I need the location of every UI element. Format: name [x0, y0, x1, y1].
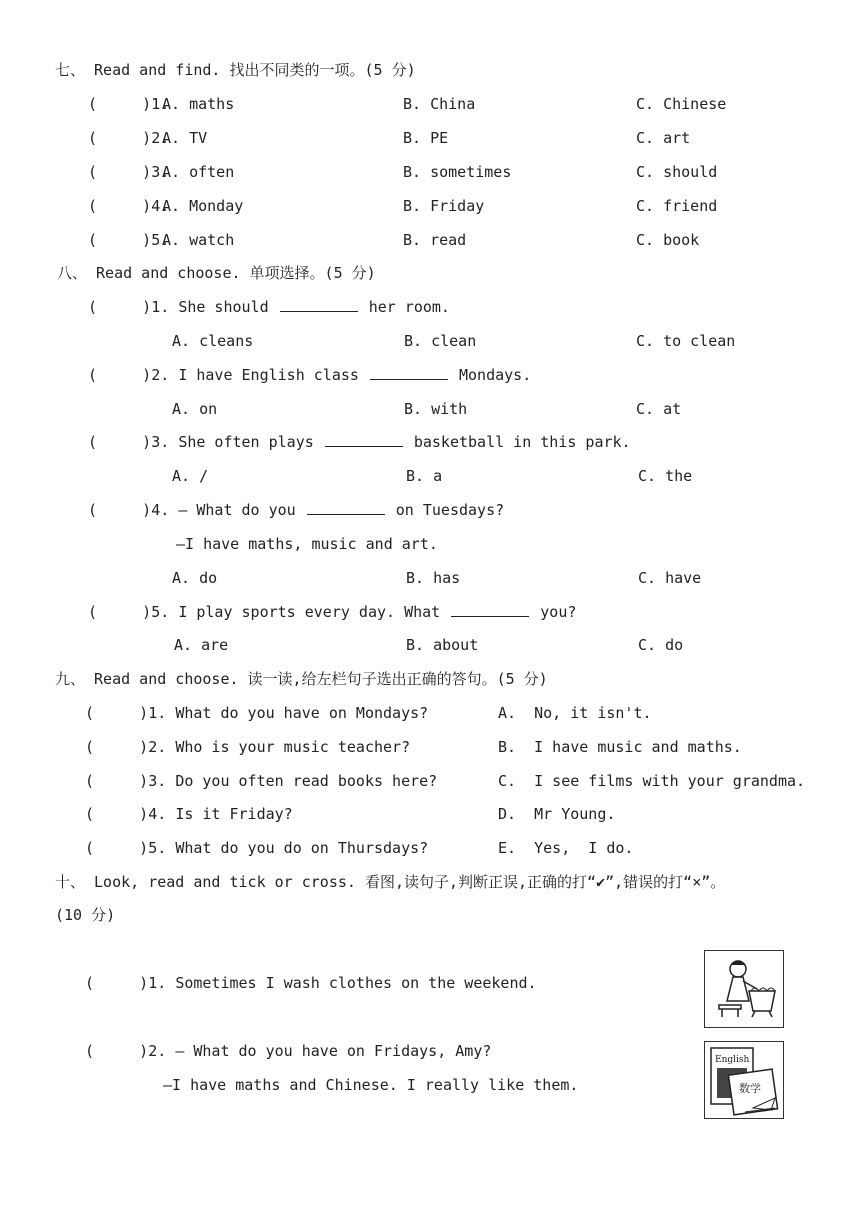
answer-paren[interactable]: ( )3. — [85, 772, 167, 790]
option-a: A. are — [174, 636, 229, 654]
answer-paren[interactable]: ( )3. — [88, 433, 170, 451]
option-a: A. TV — [162, 129, 208, 147]
answer-paren[interactable]: ( )2. — [88, 366, 170, 384]
answer-paren[interactable]: ( )1. — [88, 298, 170, 316]
question-pre: She often plays — [178, 433, 314, 451]
question: Is it Friday? — [175, 805, 293, 823]
answer-paren[interactable]: ( )1. — [85, 974, 167, 992]
question-pre: I play sports every day. What — [178, 603, 441, 621]
answer-paren[interactable]: ( )5. — [88, 231, 170, 249]
option-a: A. maths — [162, 95, 235, 113]
option-a: A. cleans — [172, 332, 254, 350]
option-a: A. Monday — [162, 197, 244, 215]
question-post: Mondays. — [459, 366, 532, 384]
answer-option: B. I have music and maths. — [498, 738, 742, 756]
option-a: A. do — [172, 569, 218, 587]
statement: Sometimes I wash clothes on the weekend. — [175, 974, 537, 992]
option-c: C. have — [638, 569, 702, 587]
option-c: C. friend — [636, 197, 718, 215]
option-c: C. to clean — [636, 332, 736, 350]
girl-washing-clothes-image — [704, 950, 784, 1028]
option-b: B. has — [406, 569, 461, 587]
option-a: A. on — [172, 400, 218, 418]
washing-clothes-icon — [705, 951, 783, 1027]
option-c: C. the — [638, 467, 693, 485]
question-pre: She should — [178, 298, 269, 316]
section-9-heading: 九、 Read and choose. 读一读,给左栏句子选出正确的答句。(5 分) — [55, 670, 548, 688]
books-image — [704, 1041, 784, 1119]
fill-blank[interactable] — [307, 500, 385, 515]
section-10-heading: 十、 Look, read and tick or cross. 看图,读句子,判断正误,正确的打“✔”,错误的打“×”。 — [55, 873, 726, 891]
option-c: C. art — [636, 129, 691, 147]
question: Who is your music teacher? — [175, 738, 411, 756]
option-a: A. / — [172, 467, 209, 485]
option-c: C. do — [638, 636, 684, 654]
option-b: B. sometimes — [403, 163, 512, 181]
option-b: B. China — [403, 95, 476, 113]
question-post: on Tuesdays? — [395, 501, 505, 519]
option-b: B. PE — [403, 129, 449, 147]
answer-paren[interactable]: ( )2. — [85, 738, 167, 756]
book-label-maths: 数学 — [739, 1082, 761, 1095]
reply-line: —I have maths and Chinese. I really like them. — [163, 1076, 579, 1094]
question-pre: — What do you — [178, 501, 296, 519]
answer-paren[interactable]: ( )4. — [88, 501, 170, 519]
section-8-heading: 八、 Read and choose. 单项选择。(5 分) — [57, 264, 376, 282]
option-c: C. at — [636, 400, 682, 418]
answer-paren[interactable]: ( )1. — [85, 704, 167, 722]
question: Do you often read books here? — [175, 772, 438, 790]
question-post: basketball in this park. — [413, 433, 631, 451]
option-b: B. Friday — [403, 197, 485, 215]
option-c: C. should — [636, 163, 718, 181]
option-a: A. often — [162, 163, 235, 181]
question: What do you do on Thursdays? — [175, 839, 429, 857]
option-b: B. with — [404, 400, 468, 418]
answer-option: C. I see films with your grandma. — [498, 772, 806, 790]
fill-blank[interactable] — [370, 365, 448, 380]
section-10-score: (10 分) — [55, 906, 116, 924]
fill-blank[interactable] — [280, 297, 358, 312]
question-post: her room. — [368, 298, 450, 316]
fill-blank[interactable] — [325, 432, 403, 447]
book-label-english: English — [715, 1055, 750, 1065]
answer-paren[interactable]: ( )1. — [88, 95, 170, 113]
answer-paren[interactable]: ( )5. — [88, 603, 170, 621]
statement: — What do you have on Fridays, Amy? — [175, 1042, 492, 1060]
english-maths-books-icon — [705, 1042, 783, 1118]
answer-option: E. Yes, I do. — [498, 839, 634, 857]
option-b: B. read — [403, 231, 467, 249]
option-c: C. book — [636, 231, 700, 249]
answer-option: A. No, it isn't. — [498, 704, 652, 722]
section-7-heading: 七、 Read and find. 找出不同类的一项。(5 分) — [55, 61, 416, 79]
option-b: B. clean — [404, 332, 477, 350]
option-a: A. watch — [162, 231, 235, 249]
answer-option: D. Mr Young. — [498, 805, 616, 823]
answer-paren[interactable]: ( )5. — [85, 839, 167, 857]
question-post: you? — [540, 603, 577, 621]
answer-paren[interactable]: ( )2. — [88, 129, 170, 147]
answer-paren[interactable]: ( )4. — [85, 805, 167, 823]
question: What do you have on Mondays? — [175, 704, 429, 722]
reply-line: —I have maths, music and art. — [176, 535, 438, 553]
fill-blank[interactable] — [451, 602, 529, 617]
option-b: B. about — [406, 636, 479, 654]
answer-paren[interactable]: ( )2. — [85, 1042, 167, 1060]
option-b: B. a — [406, 467, 443, 485]
option-c: C. Chinese — [636, 95, 727, 113]
question-pre: I have English class — [178, 366, 359, 384]
answer-paren[interactable]: ( )3. — [88, 163, 170, 181]
answer-paren[interactable]: ( )4. — [88, 197, 170, 215]
